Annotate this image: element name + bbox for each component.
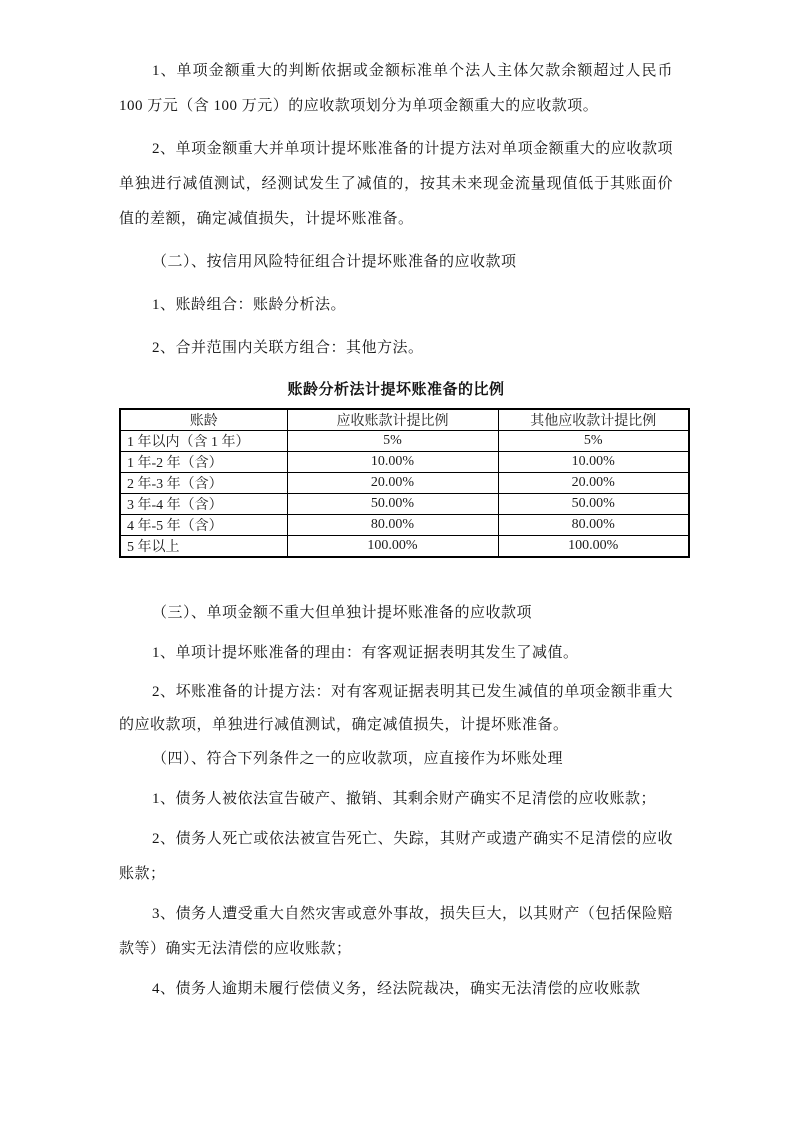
header-aging: 账龄 bbox=[120, 409, 287, 431]
paragraph-section-3-heading: （三）、单项金额不重大但单独计提坏账准备的应收款项 bbox=[152, 605, 533, 621]
paragraph-significant-amount-method: 2、单项金额重大并单项计提坏账准备的计提方法对单项金额重大的应收款项单独进行减值测试，经测试发生了减值的，按其未来现金流量现值低于其账面价值的差额，确定减值损失，计提坏账准备。 bbox=[119, 141, 673, 227]
table-title: 账龄分析法计提坏账准备的比例 bbox=[287, 382, 505, 398]
paragraph-baddebt-condition-3: 3、债务人遭受重大自然灾害或意外事故，损失巨大，以其财产（包括保险赔款等）确实无法清偿的应收账款； bbox=[119, 906, 673, 957]
cell-other-ratio: 80.00% bbox=[498, 515, 689, 536]
cell-age-band: 5 年以上 bbox=[120, 536, 287, 558]
paragraph-section-2-heading: （二）、按信用风险特征组合计提坏账准备的应收款项 bbox=[152, 254, 517, 270]
table-row bbox=[120, 494, 689, 515]
cell-age-band: 4 年-5 年（含） bbox=[120, 515, 287, 536]
cell-age-band: 3 年-4 年（含） bbox=[120, 494, 287, 515]
table-row bbox=[120, 431, 689, 452]
header-ar-ratio: 应收账款计提比例 bbox=[287, 409, 498, 431]
paragraph-individual-provision-method: 2、坏账准备的计提方法：对有客观证据表明其已发生减值的单项金额非重大的应收款项，单独进行减值测试，确定减值损失，计提坏账准备。 bbox=[119, 684, 673, 733]
paragraph-baddebt-condition-4: 4、债务人逾期未履行偿债义务，经法院裁决，确实无法清偿的应收账款 bbox=[152, 981, 641, 997]
table-row bbox=[120, 452, 689, 473]
cell-other-ratio: 100.00% bbox=[498, 536, 689, 558]
table-header-row bbox=[120, 409, 689, 431]
cell-ar-ratio: 10.00% bbox=[287, 452, 498, 473]
paragraph-aging-group: 1、账龄组合：账龄分析法。 bbox=[152, 297, 347, 313]
cell-other-ratio: 20.00% bbox=[498, 473, 689, 494]
cell-other-ratio: 5% bbox=[498, 431, 689, 452]
cell-age-band: 1 年-2 年（含） bbox=[120, 452, 287, 473]
cell-ar-ratio: 20.00% bbox=[287, 473, 498, 494]
cell-ar-ratio: 80.00% bbox=[287, 515, 498, 536]
paragraph-significant-amount-criteria: 1、单项金额重大的判断依据或金额标准单个法人主体欠款余额超过人民币 100 万元（含 100 万元）的应收款项划分为单项金额重大的应收款项。 bbox=[119, 63, 673, 114]
cell-ar-ratio: 50.00% bbox=[287, 494, 498, 515]
cell-age-band: 1 年以内（含 1 年） bbox=[120, 431, 287, 452]
table-row bbox=[120, 473, 689, 494]
document-content bbox=[119, 54, 673, 1012]
aging-analysis-table bbox=[119, 408, 690, 558]
table-row bbox=[120, 515, 689, 536]
paragraph-baddebt-condition-2: 2、债务人死亡或依法被宣告死亡、失踪，其财产或遗产确实不足清偿的应收账款； bbox=[119, 831, 673, 882]
paragraph-baddebt-condition-1: 1、债务人被依法宣告破产、撤销、其剩余财产确实不足清偿的应收账款； bbox=[152, 791, 657, 807]
cell-other-ratio: 10.00% bbox=[498, 452, 689, 473]
paragraph-section-4-heading: （四）、符合下列条件之一的应收款项，应直接作为坏账处理 bbox=[152, 751, 564, 767]
cell-other-ratio: 50.00% bbox=[498, 494, 689, 515]
paragraph-individual-provision-reason: 1、单项计提坏账准备的理由：有客观证据表明其发生了减值。 bbox=[152, 645, 579, 661]
cell-ar-ratio: 100.00% bbox=[287, 536, 498, 558]
cell-ar-ratio: 5% bbox=[287, 431, 498, 452]
paragraph-related-party-group: 2、合并范围内关联方组合：其他方法。 bbox=[152, 340, 424, 356]
header-other-ratio: 其他应收款计提比例 bbox=[498, 409, 689, 431]
table-row bbox=[120, 536, 689, 558]
cell-age-band: 2 年-3 年（含） bbox=[120, 473, 287, 494]
